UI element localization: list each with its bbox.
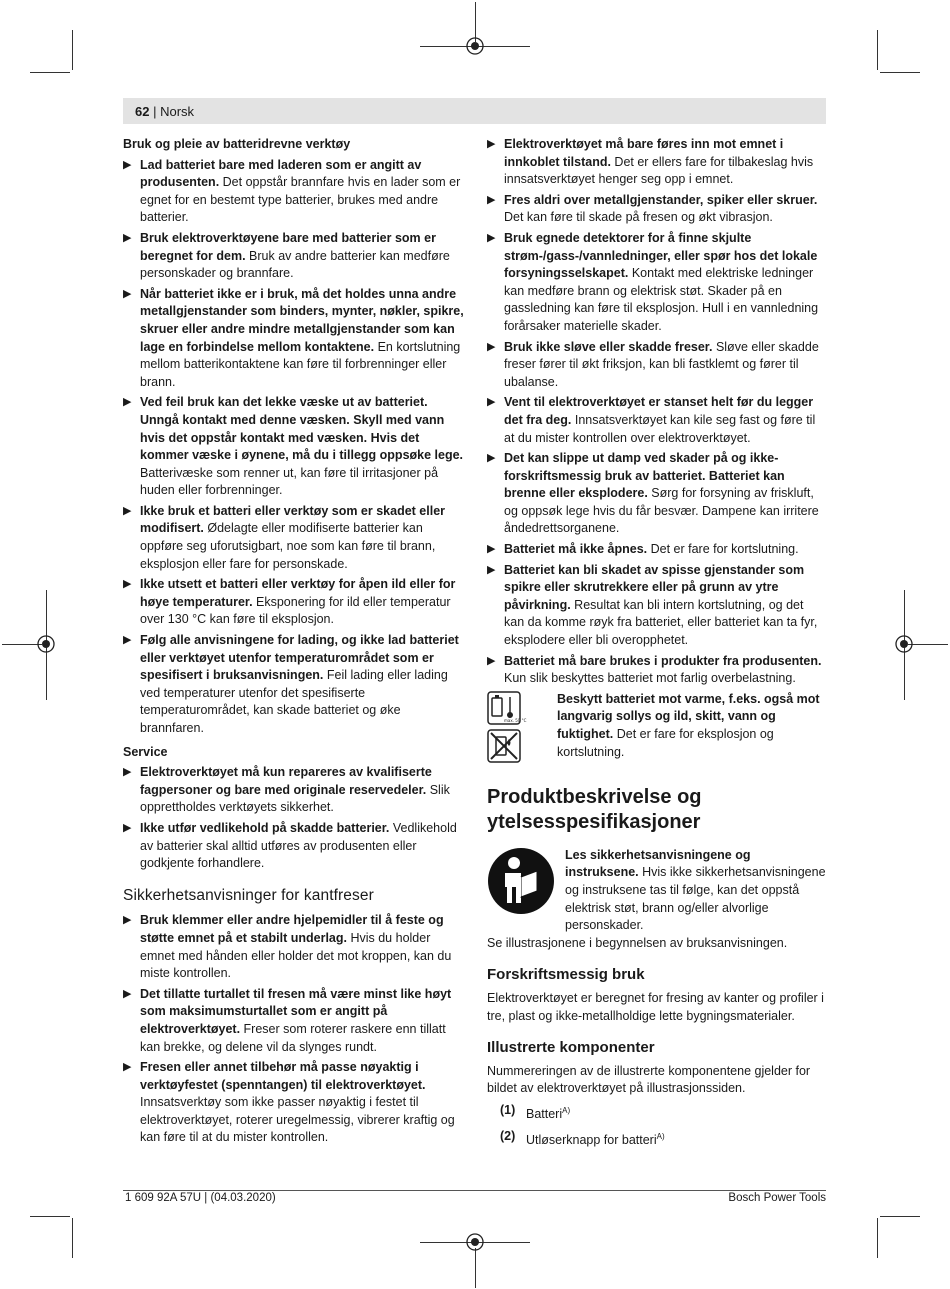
intended-use-heading: Forskriftsmessig bruk xyxy=(487,966,645,984)
item-body-text: Hvis du holder emnet med hånden eller holder det mot kroppen, kan du miste kontrollen. xyxy=(140,930,452,981)
item-bold-text: Vent til elektroverktøyet er stanset helt før du legger det fra deg. xyxy=(504,395,814,427)
heat-warning-bold: Beskytt batteriet mot varme, f.eks. også mot langvarig sollys og ild, skitt, vann og fuktighet. xyxy=(557,691,820,741)
list-item xyxy=(123,632,465,738)
service-heading: Service xyxy=(123,744,168,759)
component-label-wrap xyxy=(526,1128,665,1150)
item-body-text: Sørg for forsyning av friskluft, og oppsøk lege hvis du får besvær. Dampene kan irritere åndedrettsorganene. xyxy=(504,486,819,536)
bullet-arrow-icon: ▶ xyxy=(123,578,132,591)
list-item xyxy=(487,562,827,650)
battery-care-heading: Bruk og pleie av batteridrevne verktøy xyxy=(123,137,351,151)
bullet-arrow-icon: ▶ xyxy=(487,231,496,244)
bullet-arrow-icon: ▶ xyxy=(123,766,132,779)
item-body-text: Kun slik beskyttes batteriet mot farlig overbelastning. xyxy=(504,671,796,686)
item-bold-text: Batteriet kan bli skadet av spisse gjenstander som spikre eller skrutrekkere eller på grunn av ytre påvirkning. xyxy=(504,562,805,612)
item-body-text: Det er ellers fare for tilbakeslag hvis innsatsverktøyet henger seg opp i emnet. xyxy=(504,154,814,187)
component-label-wrap xyxy=(526,1102,570,1124)
crop-mark xyxy=(877,30,878,70)
item-body-text: Slik opprettholdes verktøyets sikkerhet. xyxy=(140,782,450,815)
item-bold-text: Bruk elektroverktøyene bare med batterier som er beregnet for dem. xyxy=(140,230,436,263)
list-item xyxy=(487,192,827,227)
item-bold-text: Fres aldri over metallgjenstander, spiker eller skruer. xyxy=(504,192,818,207)
item-bold-text: Elektroverktøyet må bare føres inn mot emnet i innkoblet tilstand. xyxy=(504,137,784,169)
heat-warning xyxy=(487,691,827,763)
page-header xyxy=(135,104,194,119)
list-item xyxy=(123,286,465,392)
list-item xyxy=(487,339,827,392)
read-warning-body: Hvis ikke sikkerhetsanvisningene og instruksene tas til følge, kan det oppstå elektrisk støt, brann og/eller alvorlige personskader. xyxy=(565,865,826,933)
list-item xyxy=(487,230,827,336)
item-body-text: Innsatsverktøyet kan kile seg fast og føre til at du mister kontrollen over elektroverktøyet. xyxy=(504,412,816,445)
bullet-arrow-icon: ▶ xyxy=(123,504,132,517)
list-item xyxy=(487,450,827,538)
bullet-arrow-icon: ▶ xyxy=(123,231,132,244)
bullet-arrow-icon: ▶ xyxy=(487,543,496,556)
temperature-label: max. 50 °C xyxy=(504,717,527,723)
bullet-arrow-icon: ▶ xyxy=(487,654,496,667)
page-number: 62 xyxy=(135,104,150,119)
item-bold-text: Ved feil bruk kan det lekke væske ut av batteriet. Unngå kontakt med denne væsken. Skyll med vann hvis det oppstår kontakt med væsken. Hvis det kommer væske i øynene, må du i tillegg oppsøke lege. xyxy=(140,395,464,463)
registration-mark-icon xyxy=(894,634,914,654)
registration-mark-icon xyxy=(465,1232,485,1252)
components-intro: Nummereringen av de illustrerte komponentene gjelder for bildet av elektroverktøyet på illustrasjonssiden. xyxy=(487,1063,811,1096)
components-heading: Illustrerte komponenter xyxy=(487,1039,655,1057)
item-body-text: Batterivæske som renner ut, kan føre til irritasjoner på huden eller forbrenninger. xyxy=(140,465,439,498)
crop-mark xyxy=(30,1216,70,1217)
bullet-arrow-icon: ▶ xyxy=(123,396,132,409)
footer-rule xyxy=(123,1190,826,1191)
bullet-arrow-icon: ▶ xyxy=(123,287,132,300)
components-list xyxy=(487,1102,827,1150)
item-bold-text: Bruk klemmer eller andre hjelpemidler til å feste og støtte emnet på et stabilt underlag. xyxy=(140,913,444,945)
bullet-arrow-icon: ▶ xyxy=(123,821,132,834)
crop-mark xyxy=(72,30,73,70)
bullet-arrow-icon: ▶ xyxy=(123,634,132,647)
list-item xyxy=(123,820,465,873)
list-item xyxy=(123,986,465,1056)
read-warning-text xyxy=(565,847,827,935)
component-number: (1) xyxy=(500,1102,516,1117)
item-bold-text: Ikke utsett et batteri eller verktøy for åpen ild eller for høye temperaturer. xyxy=(140,577,456,609)
item-body-text: Kontakt med elektriske ledninger kan medføre brann og elektrisk støt. Skader på en gassledning kan føre til eksplosjon. Hull i en vannledning forårsaker materielle skader. xyxy=(504,266,819,333)
list-item xyxy=(487,653,827,688)
list-item xyxy=(123,764,465,817)
component-item xyxy=(500,1102,827,1124)
item-bold-text: Ikke utfør vedlikehold på skadde batterier. xyxy=(140,820,390,835)
item-bold-text: Bruk egnede detektorer for å finne skjulte strøm-/gass-/vannledninger, eller spør hos det lokale forsyningsselskapet. xyxy=(504,230,818,281)
item-bold-text: Fresen eller annet tilbehør må passe nøyaktig i verktøyfestet (spenntangen) til elektroverktøyet. xyxy=(140,1060,426,1092)
component-number: (2) xyxy=(500,1128,516,1143)
item-body-text: Det oppstår brannfare hvis en lader som er egnet for en bestemt type batterier, brukes med andre batterier. xyxy=(140,175,461,225)
item-bold-text: Det kan slippe ut damp ved skader på og ikke-forskriftsmessig bruk av batteriet. Batteriet kan brenne eller eksplodere. xyxy=(504,451,785,501)
item-body-text: Bruk av andre batterier kan medføre personskader og brannfare. xyxy=(140,248,450,281)
read-warning-bold: Les sikkerhetsanvisningene og instruksene. xyxy=(565,847,751,880)
bullet-arrow-icon: ▶ xyxy=(487,138,496,150)
item-body-text: Det kan føre til skade på fresen og økt vibrasjon. xyxy=(504,210,773,225)
item-body-text: Freser som roterer raskere enn tillatt kan brekke, og delene vil da slynges rundt. xyxy=(140,1021,446,1054)
component-footnote-mark: A) xyxy=(656,1131,665,1141)
item-bold-text: Følg alle anvisningene for lading, og ikke lad batteriet eller verktøyet utenfor temperaturområdet som er spesifisert i bruksanvisningen. xyxy=(140,633,459,683)
item-bold-text: Lad batteriet bare med laderen som er angitt av produsenten. xyxy=(140,157,422,190)
component-item xyxy=(500,1128,827,1150)
bullet-arrow-icon: ▶ xyxy=(487,193,496,206)
battery-care-list xyxy=(123,157,465,738)
battery-temperature-icon xyxy=(487,691,527,725)
list-item xyxy=(123,157,465,227)
item-body-text: En kortslutning mellom batterikontaktene kan føre til forbrenninger eller brann. xyxy=(140,339,461,389)
list-item xyxy=(123,230,465,283)
router-safety-list-continued xyxy=(487,136,827,688)
heat-warning-text xyxy=(557,691,827,763)
list-item xyxy=(487,136,827,189)
footer-brand: Bosch Power Tools xyxy=(728,1192,826,1204)
component-label: Utløserknapp for batteri xyxy=(526,1132,657,1147)
list-item xyxy=(123,394,465,500)
item-body-text: Resultat kan bli intern kortslutning, og det kan da komme røyk fra batteriet, eller batteriet kan ta fyr, eksplodere eller bli overopphetet. xyxy=(504,597,818,648)
service-list xyxy=(123,764,465,873)
router-safety-list xyxy=(123,912,465,1147)
item-bold-text: Det tillatte turtallet til fresen må være minst like høyt som maksimumsturtallet som er angitt på elektroverktøyet. xyxy=(140,986,452,1036)
crop-mark xyxy=(880,72,920,73)
item-bold-text: Når batteriet ikke er i bruk, må det holdes unna andre metallgjenstander som binders, mynter, nøkler, spikre, skruer eller andre mindre metallgjenstander som kan lage en forbindelse mellom kontaktene. xyxy=(140,286,464,354)
list-item xyxy=(123,1059,465,1147)
item-bold-text: Ikke bruk et batteri eller verktøy som er skadet eller modifisert. xyxy=(140,503,446,536)
header-bar xyxy=(123,98,826,124)
header-separator: | xyxy=(153,104,157,119)
item-body-text: Feil lading eller lading ved temperaturer utenfor det spesifiserte temperaturområdet, kan skade batteriet og øke brannfaren. xyxy=(140,668,448,735)
list-item xyxy=(487,394,827,447)
item-body-text: Eksponering for ild eller temperatur over 130 °C kan føre til eksplosjon. xyxy=(140,594,451,627)
bullet-arrow-icon: ▶ xyxy=(487,396,496,409)
item-bold-text: Batteriet må ikke åpnes. xyxy=(504,542,648,557)
router-safety-heading: Sikkerhetsanvisninger for kantfreser xyxy=(123,886,374,904)
intended-use-text: Elektroverktøyet er beregnet for fresing av kanter og profiler i tre, plast og ikke-metallholdige lette bygningsmaterialer. xyxy=(487,990,824,1023)
crop-mark xyxy=(30,72,70,73)
component-label: Batteri xyxy=(526,1107,563,1122)
footer-doc-id: 1 609 92A 57U | (04.03.2020) xyxy=(125,1192,276,1204)
no-water-icon xyxy=(487,729,521,763)
bullet-arrow-icon: ▶ xyxy=(123,1061,132,1074)
list-item xyxy=(123,576,465,629)
read-instructions-warning xyxy=(487,847,827,935)
read-manual-icon xyxy=(487,847,555,915)
crop-mark xyxy=(877,1218,878,1258)
bullet-arrow-icon: ▶ xyxy=(487,452,496,465)
component-footnote-mark: A) xyxy=(562,1105,571,1115)
item-body-text: Innsatsverktøy som ikke passer nøyaktig i festet til elektroverktøyet, roterer uregelmessig, vibrerer kraftig og kan føre til at du mister kontrollen. xyxy=(140,1095,455,1145)
crop-mark xyxy=(475,1248,476,1288)
item-bold-text: Batteriet må bare brukes i produkter fra produsenten. xyxy=(504,653,822,668)
item-body-text: Ødelagte eller modifiserte batterier kan oppføre seg uforutsigbart, noe som kan føre til brann, eksplosjon eller fare for personskade. xyxy=(140,521,436,571)
crop-mark xyxy=(908,644,948,645)
bullet-arrow-icon: ▶ xyxy=(123,914,132,927)
item-body-text: Sløve eller skadde freser fører til økt friksjon, kan bli fastklemt og fører til ubalanse. xyxy=(504,339,819,389)
list-item xyxy=(123,912,465,982)
product-description-heading: Produktbeskrivelse og ytelsesspesifikasjoner xyxy=(487,785,702,833)
see-illustrations-note: Se illustrasjonene i begynnelsen av bruksanvisningen. xyxy=(487,935,788,950)
heat-warning-body: Det er fare for eksplosjon og kortslutning. xyxy=(557,727,774,759)
right-column xyxy=(487,136,827,1153)
crop-mark xyxy=(880,1216,920,1217)
list-item xyxy=(123,503,465,573)
bullet-arrow-icon: ▶ xyxy=(487,563,496,576)
bullet-arrow-icon: ▶ xyxy=(123,158,132,171)
header-language: Norsk xyxy=(160,104,195,119)
left-column xyxy=(123,136,465,1150)
item-bold-text: Elektroverktøyet må kun repareres av kvalifiserte fagpersoner og bare med originale reservedeler. xyxy=(140,765,432,797)
item-bold-text: Bruk ikke sløve eller skadde freser. xyxy=(504,339,713,354)
bullet-arrow-icon: ▶ xyxy=(487,340,496,353)
warning-icons xyxy=(487,691,549,763)
bullet-arrow-icon: ▶ xyxy=(123,987,132,1000)
list-item xyxy=(487,541,827,559)
item-body-text: Det er fare for kortslutning. xyxy=(647,542,799,557)
item-body-text: Vedlikehold av batterier skal alltid utføres av produsenten eller godkjente forhandlere. xyxy=(140,820,457,871)
registration-mark-icon xyxy=(465,36,485,56)
registration-mark-icon xyxy=(36,634,56,654)
crop-mark xyxy=(72,1218,73,1258)
